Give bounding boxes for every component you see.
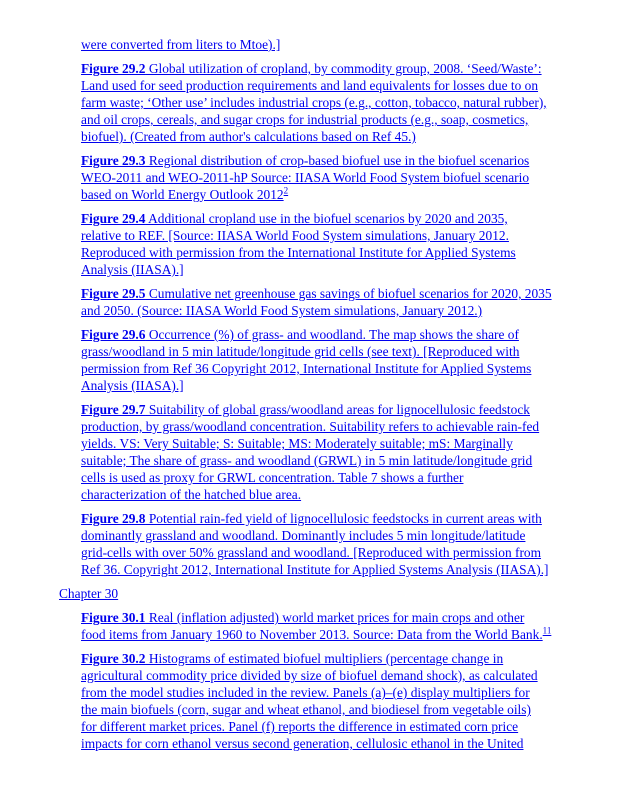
caption-text: from the model studies included in the review. Panels (a)–(e) display multipliers for [81,685,530,700]
caption-text: cells is used as proxy for GRWL concentration. Table 7 shows a further [81,470,464,485]
caption-line [0,609,617,626]
figure-caption-link[interactable] [0,401,617,503]
link-text: were converted from liters to Mtoe).] [81,37,281,52]
caption-text: farm waste; ‘Other use’ includes industrial crops (e.g., cotton, tobacco, natural rubber), [81,95,547,110]
figure-label: Figure 30.1 [81,610,146,625]
caption-line [0,60,617,77]
caption-line [0,510,617,527]
caption-line [0,244,617,261]
chapter-30-link[interactable]: Chapter 30 [59,586,119,601]
caption-text: biofuel). (Created from author's calculations based on Ref 45.) [81,129,416,144]
caption-line [0,626,617,643]
caption-text: Ref 36. Copyright 2012, International Institute for Applied Systems Analysis (IIASA).] [81,562,549,577]
figure-caption-link[interactable] [0,609,617,643]
figure-label: Figure 29.8 [81,511,146,526]
caption-text: Land used for seed production requirements and land equivalents for losses due to on [81,78,539,93]
caption-line [0,701,617,718]
figure-label: Figure 29.6 [81,327,146,342]
caption-text: Global utilization of cropland, by commodity group, 2008. ‘Seed/Waste’: [145,61,542,76]
caption-text: Suitability of global grass/woodland areas for lignocellulosic feedstock [145,402,530,417]
caption-line [0,111,617,128]
figure-caption-link[interactable] [0,60,617,145]
caption-text: the main biofuels (corn, sugar and wheat ethanol, and biodiesel from vegetable oils) [81,702,531,717]
caption-text: Additional cropland use in the biofuel scenarios by 2020 and 2035, [145,211,508,226]
figure-label: Figure 29.5 [81,286,146,301]
caption-line [0,261,617,278]
caption-line [0,343,617,360]
caption-line [0,302,617,319]
caption-text: dominantly grassland and woodland. Dominantly includes 5 min longitude/latitude [81,528,526,543]
figure-caption-link[interactable] [0,326,617,394]
caption-line [0,452,617,469]
caption-text: Real (inflation adjusted) world market prices for main crops and other [145,610,525,625]
caption-text: Histograms of estimated biofuel multipliers (percentage change in [145,651,504,666]
caption-line [0,227,617,244]
caption-line [0,527,617,544]
figure-caption-link[interactable] [0,210,617,278]
caption-line [0,544,617,561]
caption-line [0,360,617,377]
figure-label: Figure 30.2 [81,651,146,666]
caption-line [0,186,617,203]
caption-line [0,486,617,503]
figure-label: Figure 29.7 [81,402,146,417]
caption-text: Potential rain-fed yield of lignocellulosic feedstocks in current areas with [145,511,542,526]
caption-text: grass/woodland in 5 min latitude/longitude grid cells (see text). [Reproduced with [81,344,520,359]
caption-text: agricultural commodity price divided by size of biofuel demand shock), as calculated [81,668,538,683]
caption-line [0,418,617,435]
caption-line [0,561,617,578]
caption-text: for different market prices. Panel (f) reports the difference in estimated corn price [81,719,519,734]
caption-line [0,94,617,111]
figure-caption-link[interactable] [0,650,617,752]
caption-text: production, by grass/woodland concentration. Suitability refers to achievable rain-fed [81,419,540,434]
footnote-ref[interactable]: 11 [542,625,552,636]
caption-line [0,401,617,418]
caption-text: relative to REF. [Source: IIASA World Food System simulations, January 2012. [81,228,509,243]
caption-text: suitable; The share of grass- and woodland (GRWL) in 5 min latitude/longitude grid [81,453,533,468]
caption-text: Cumulative net greenhouse gas savings of biofuel scenarios for 2020, 2035 [145,286,552,301]
caption-text: based on World Energy Outlook 2012 [81,187,284,202]
caption-line [0,128,617,145]
caption-text: yields. VS: Very Suitable; S: Suitable; MS: Moderately suitable; mS: Marginally [81,436,513,451]
caption-text: Regional distribution of crop-based biofuel use in the biofuel scenarios [145,153,530,168]
caption-line [0,684,617,701]
figure-list [0,36,617,752]
caption-line [0,152,617,169]
caption-line [0,650,617,667]
caption-line [0,285,617,302]
caption-text: grid-cells with over 50% grassland and woodland. [Reproduced with permission from [81,545,542,560]
caption-line [0,77,617,94]
caption-text: Analysis (IIASA).] [81,262,184,277]
caption-text: Analysis (IIASA).] [81,378,184,393]
caption-text: permission from Ref 36 Copyright 2012, International Institute for Applied Systems [81,361,532,376]
footnote-ref[interactable]: 2 [283,185,289,196]
figure-caption-link[interactable] [0,285,617,319]
caption-line [0,169,617,186]
figure-label: Figure 29.3 [81,153,146,168]
figure-label: Figure 29.4 [81,211,146,226]
caption-text: food items from January 1960 to November 2013. Source: Data from the World Bank. [81,627,543,642]
caption-text: and oil crops, cereals, and sugar crops for industrial products (e.g., soap, cosmetics, [81,112,529,127]
caption-line [0,435,617,452]
caption-text: Reproduced with permission from the International Institute for Applied Systems [81,245,516,260]
figure-label: Figure 29.2 [81,61,146,76]
figure-caption-link[interactable] [0,152,617,203]
figure-caption-link[interactable] [0,510,617,578]
caption-line [0,718,617,735]
figure-link-continuation[interactable] [0,36,617,53]
caption-line [0,469,617,486]
caption-line [0,377,617,394]
caption-line [0,326,617,343]
caption-line [0,735,617,752]
caption-text: characterization of the hatched blue area. [81,487,302,502]
caption-line [0,210,617,227]
caption-text: Occurrence (%) of grass- and woodland. The map shows the share of [145,327,519,342]
caption-line [0,667,617,684]
caption-text: WEO-2011 and WEO-2011-hP Source: IIASA World Food System biofuel scenario [81,170,530,185]
caption-text: impacts for corn ethanol versus second generation, cellulosic ethanol in the United [81,736,524,751]
caption-text: and 2050. (Source: IIASA World Food System simulations, January 2012.) [81,303,483,318]
